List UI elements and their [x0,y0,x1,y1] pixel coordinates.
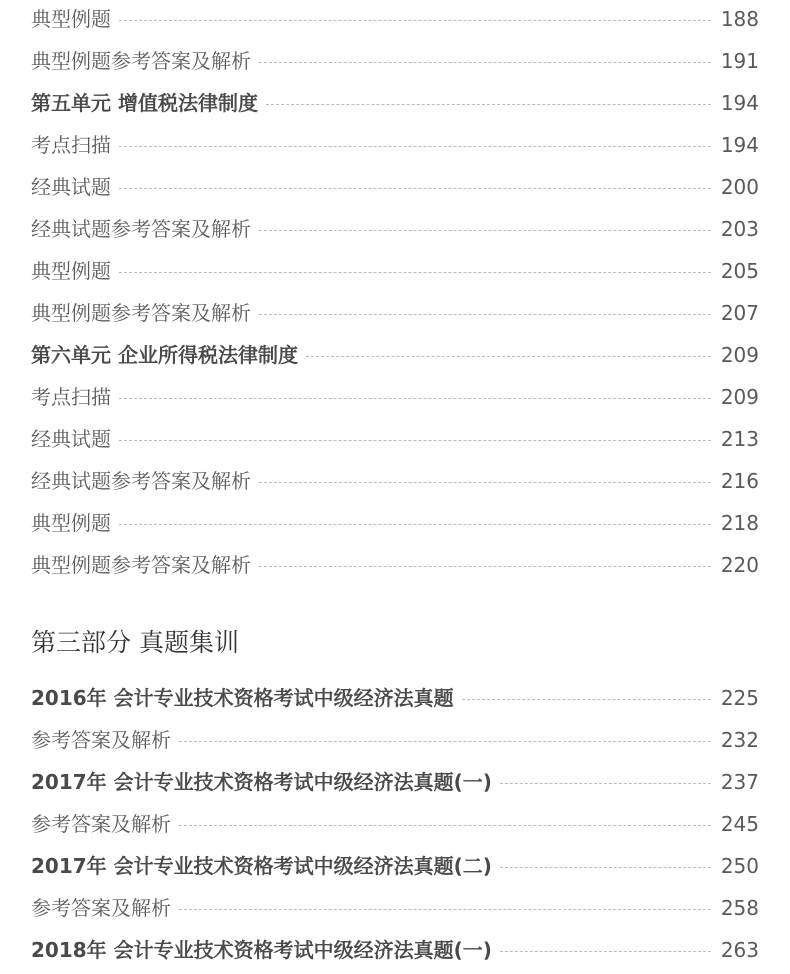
toc-page-number: 209 [720,385,759,409]
toc-entry-label: 典型例题 [31,7,111,31]
dotted-leader [500,867,711,868]
toc-unit-heading[interactable] [31,342,759,368]
toc-page-number: 237 [720,770,759,794]
toc-entry-label: 参考答案及解析 [31,728,171,752]
toc-entry-label: 第五单元 增值税法律制度 [31,91,258,115]
toc-entry[interactable] [31,48,759,74]
toc-entry[interactable] [31,300,759,326]
toc-entry[interactable] [31,132,759,158]
dotted-leader [119,20,711,21]
toc-entry-label: 2017年 会计专业技术资格考试中级经济法真题(一) [31,770,492,794]
part-title: 第三部分 真题集训 [31,628,239,657]
dotted-leader [306,356,711,357]
toc-page-number: 263 [720,938,759,962]
toc-page-number: 194 [720,133,759,157]
toc-entry[interactable] [31,727,759,753]
dotted-leader [119,398,711,399]
toc-page-number: 188 [720,7,759,31]
toc-page-number: 225 [720,686,759,710]
toc-page-number: 209 [720,343,759,367]
toc-entry-label: 考点扫描 [31,133,111,157]
toc-entry-label: 参考答案及解析 [31,896,171,920]
toc-entry[interactable] [31,426,759,452]
toc-entry-label: 2017年 会计专业技术资格考试中级经济法真题(二) [31,854,492,878]
dotted-leader [462,699,711,700]
dotted-leader [259,482,711,483]
toc-entry[interactable] [31,6,759,32]
dotted-leader [119,188,711,189]
toc-unit-heading[interactable] [31,685,759,711]
toc-page-number: 200 [720,175,759,199]
toc-entry-label: 经典试题 [31,175,111,199]
dotted-leader [119,146,711,147]
dotted-leader [259,62,711,63]
toc-entry-label: 2016年 会计专业技术资格考试中级经济法真题 [31,686,454,710]
dotted-leader [179,909,711,910]
toc-page-number: 218 [720,511,759,535]
toc-page-number: 250 [720,854,759,878]
toc-entry-label: 经典试题参考答案及解析 [31,469,251,493]
toc-entry-label: 第六单元 企业所得税法律制度 [31,343,298,367]
toc-page-number: 213 [720,427,759,451]
dotted-leader [119,440,711,441]
toc-entry-label: 典型例题 [31,511,111,535]
toc-unit-heading[interactable] [31,937,759,963]
toc-entry-label: 典型例题参考答案及解析 [31,301,251,325]
toc-entry[interactable] [31,510,759,536]
toc-entry-label: 考点扫描 [31,385,111,409]
toc-entry-label: 2018年 会计专业技术资格考试中级经济法真题(一) [31,938,492,962]
toc-page-number: 245 [720,812,759,836]
dotted-leader [259,566,711,567]
toc-page-number: 203 [720,217,759,241]
toc-page-number: 220 [720,553,759,577]
toc-page-number: 191 [720,49,759,73]
toc-entry[interactable] [31,895,759,921]
toc-page-number: 207 [720,301,759,325]
toc-page-number: 194 [720,91,759,115]
toc-entry[interactable] [31,258,759,284]
toc-entry[interactable] [31,552,759,578]
dotted-leader [500,951,711,952]
toc-unit-heading[interactable] [31,769,759,795]
toc-page-number: 205 [720,259,759,283]
dotted-leader [259,230,711,231]
toc-entry[interactable] [31,216,759,242]
toc-page-number: 258 [720,896,759,920]
dotted-leader [259,314,711,315]
toc-entry[interactable] [31,384,759,410]
dotted-leader [179,825,711,826]
toc-page-number: 232 [720,728,759,752]
toc-entry-label: 典型例题 [31,259,111,283]
dotted-leader [119,272,711,273]
dotted-leader [119,524,711,525]
toc-entry-label: 经典试题 [31,427,111,451]
toc-entry[interactable] [31,811,759,837]
toc-entry[interactable] [31,468,759,494]
toc-entry-label: 参考答案及解析 [31,812,171,836]
dotted-leader [500,783,711,784]
dotted-leader [179,741,711,742]
toc-entry-label: 典型例题参考答案及解析 [31,553,251,577]
toc-unit-heading[interactable] [31,90,759,116]
toc-page-number: 216 [720,469,759,493]
dotted-leader [266,104,711,105]
toc-unit-heading[interactable] [31,853,759,879]
toc-entry-label: 经典试题参考答案及解析 [31,217,251,241]
toc-entry[interactable] [31,174,759,200]
toc-entry-label: 典型例题参考答案及解析 [31,49,251,73]
